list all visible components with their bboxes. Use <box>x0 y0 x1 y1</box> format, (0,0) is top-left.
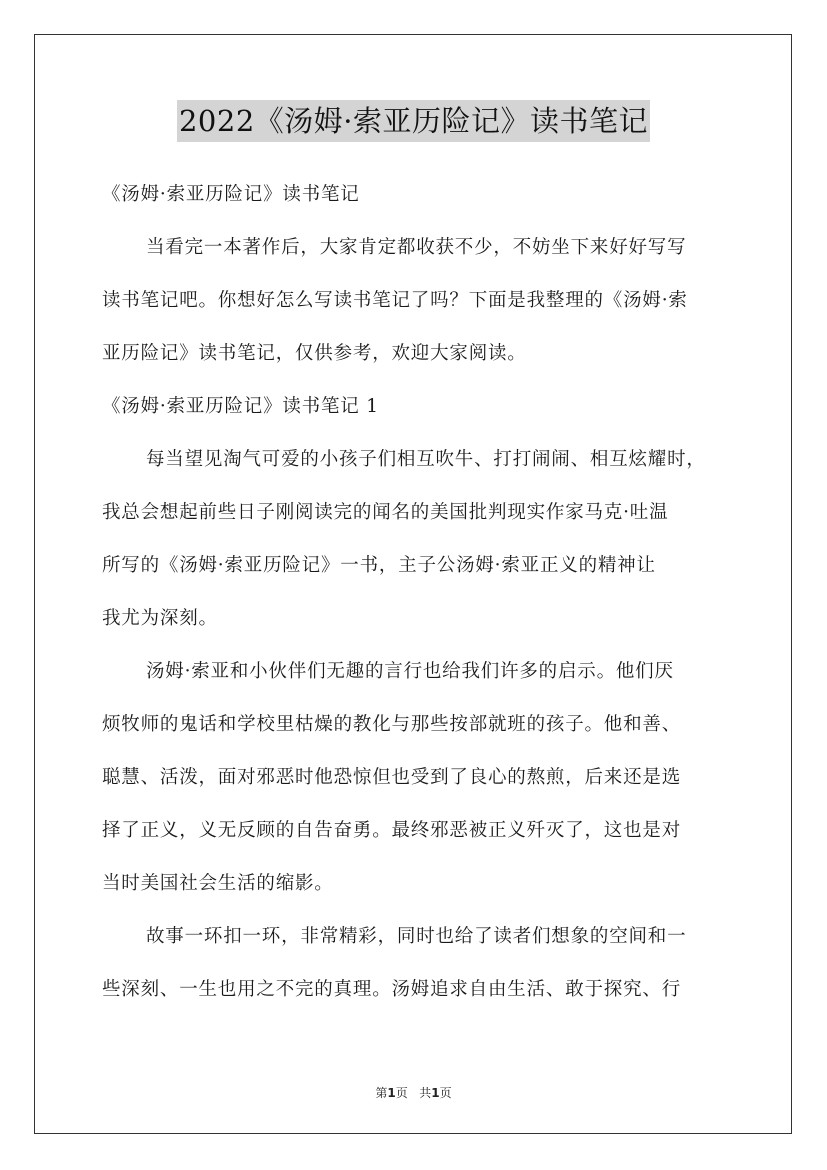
title-container <box>0 100 827 142</box>
text-line: 每当望见淘气可爱的小孩子们相互吹牛、打打闹闹、相互炫耀时， <box>146 449 706 470</box>
text-line: 我总会想起前些日子刚阅读完的闻名的美国批判现实作家马克·吐温 <box>102 502 669 523</box>
total-suffix: 页 <box>439 1086 452 1100</box>
page-footer <box>0 1084 827 1101</box>
page-suffix: 页 <box>395 1086 408 1100</box>
text-line: 所写的《汤姆·索亚历险记》一书，主子公汤姆·索亚正义的精神让 <box>102 555 656 576</box>
page-total: 1 <box>431 1086 440 1100</box>
document-title: 2022《汤姆·索亚历险记》读书笔记 <box>177 100 650 142</box>
text-line: 故事一环扣一环，非常精彩，同时也给了读者们想象的空间和一 <box>146 926 687 947</box>
text-line: 汤姆·索亚和小伙伴们无趣的言行也给我们许多的启示。他们厌 <box>146 661 674 682</box>
text-line: 我尤为深刻。 <box>102 608 218 629</box>
total-prefix: 共 <box>419 1086 432 1100</box>
text-line: 读书笔记吧。你想好怎么写读书笔记了吗？下面是我整理的《汤姆·索 <box>102 290 688 311</box>
text-line: 《汤姆·索亚历险记》读书笔记 1 <box>102 396 379 417</box>
text-line: 亚历险记》读书笔记，仅供参考，欢迎大家阅读。 <box>102 343 527 364</box>
page-current: 1 <box>387 1086 396 1100</box>
text-line: 当时美国社会生活的缩影。 <box>102 873 334 894</box>
text-line: 些深刻、一生也用之不完的真理。汤姆追求自由生活、敢于探究、行 <box>102 979 682 1000</box>
text-line: 择了正义，义无反顾的自告奋勇。最终邪恶被正义歼灭了，这也是对 <box>102 820 682 841</box>
document-body <box>102 168 728 1016</box>
text-line: 烦牧师的鬼话和学校里枯燥的教化与那些按部就班的孩子。他和善、 <box>102 714 682 735</box>
text-line: 聪慧、活泼，面对邪恶时他恐惊但也受到了良心的熬煎，后来还是选 <box>102 767 682 788</box>
page-prefix: 第 <box>375 1086 388 1100</box>
text-line: 当看完一本著作后，大家肯定都收获不少，不妨坐下来好好写写 <box>146 237 687 258</box>
text-line: 《汤姆·索亚历险记》读书笔记 <box>102 184 360 205</box>
